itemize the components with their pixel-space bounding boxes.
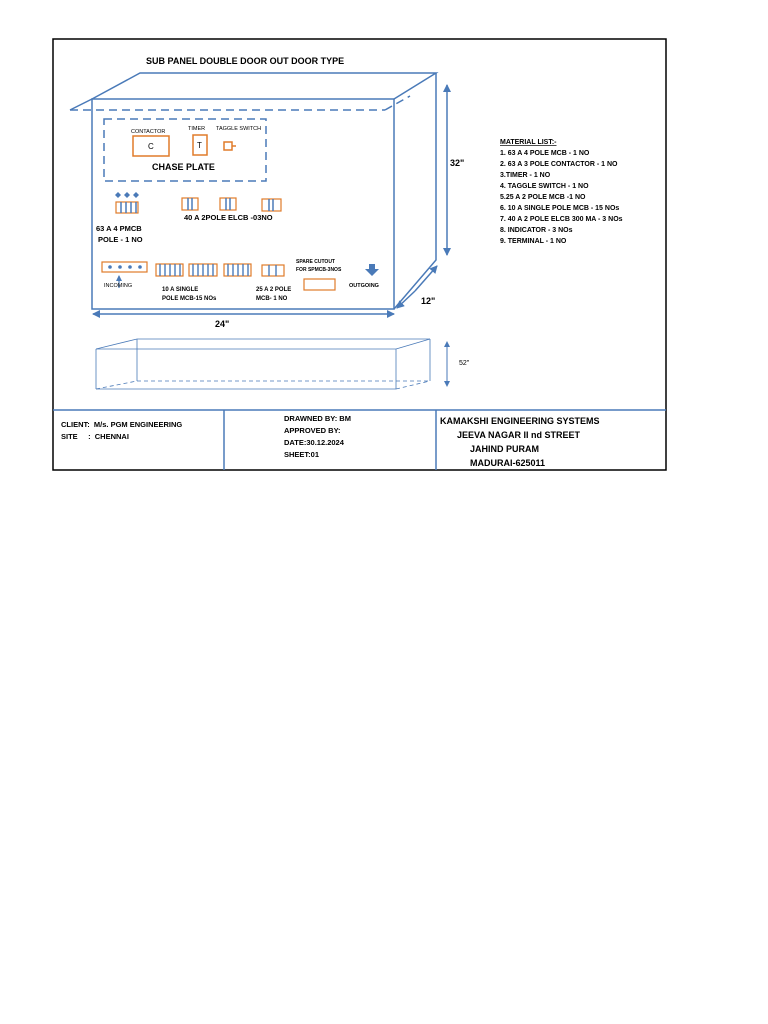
mcb-25a-label-2: MCB- 1 NO: [256, 296, 288, 302]
material-list-item: 2. 63 A 3 POLE CONTACTOR - 1 NO: [500, 161, 618, 168]
material-list-item: 7. 40 A 2 POLE ELCB 300 MA - 3 NOs: [500, 216, 623, 223]
material-list-heading: MATERIAL LIST:-: [500, 139, 557, 146]
timer-symbol: T: [197, 141, 202, 150]
drawn-by: DRAWNED BY: BM: [284, 414, 351, 423]
single-pole-mcb-banks: [156, 264, 251, 276]
material-list-item: 3.TIMER - 1 NO: [500, 172, 551, 179]
company-address-2: JAHIND PURAM: [470, 444, 540, 454]
material-list-item: 5.25 A 2 POLE MCB -1 NO: [500, 194, 586, 201]
stand-height-dimension: 52": [459, 360, 470, 367]
indicator-lamps: [115, 192, 139, 198]
toggle-switch-icon: [224, 142, 236, 150]
width-dimension: 24": [215, 319, 230, 329]
height-dimension: 32": [450, 158, 465, 168]
spare-cutout-box: [304, 279, 335, 290]
stand-base-dashes: [96, 381, 430, 389]
material-list-item: 6. 10 A SINGLE POLE MCB - 15 NOs: [500, 205, 620, 212]
approved-by: APPROVED BY:: [284, 426, 341, 435]
company-name: KAMAKSHI ENGINEERING SYSTEMS: [440, 416, 600, 426]
drawing-date: DATE:30.12.2024: [284, 438, 344, 447]
elcb-40a-label: 40 A 2POLE ELCB -03NO: [184, 213, 273, 222]
elcb-40a-icons: [182, 198, 281, 211]
mcb-25a-label-1: 25 A 2 POLE: [256, 287, 292, 293]
material-list-item: 1. 63 A 4 POLE MCB - 1 NO: [500, 150, 590, 157]
spare-cutout-label-1: SPARE CUTOUT: [296, 259, 335, 265]
client-name: CLIENT: M/s. PGM ENGINEERING: [61, 420, 183, 429]
company-address-1: JEEVA NAGAR II nd STREET: [457, 430, 581, 440]
depth-dimension: 12": [421, 296, 436, 306]
material-list-item: 4. TAGGLE SWITCH - 1 NO: [500, 183, 589, 190]
toggle-switch-label: TAGGLE SWITCH: [216, 126, 262, 132]
stand-frame: [96, 339, 430, 389]
single-pole-label-1: 10 A SINGLE: [162, 287, 199, 293]
incoming-terminal-icon: [102, 262, 147, 272]
door-dashes: [70, 96, 410, 110]
contactor-label: CONTACTOR: [131, 129, 166, 135]
outgoing-arrow-icon: [365, 264, 379, 276]
mcb-63a-4pole-icon: [116, 202, 138, 213]
enclosure-box: [70, 73, 436, 309]
timer-label: TIMER: [188, 126, 206, 132]
sheet-frame: [53, 39, 666, 470]
spare-cutout-label-2: FOR SPMCB-3NOS: [296, 267, 342, 273]
material-list-item: 8. INDICATOR - 3 NOs: [500, 227, 573, 234]
material-list-item: 9. TERMINAL - 1 NO: [500, 238, 567, 245]
single-pole-label-2: POLE MCB-15 NOs: [162, 296, 217, 302]
mcb-25a-2pole-icon: [262, 265, 284, 276]
company-address-3: MADURAI-625011: [470, 458, 546, 468]
drawing-title: SUB PANEL DOUBLE DOOR OUT DOOR TYPE: [146, 56, 345, 66]
sheet-number: SHEET:01: [284, 450, 320, 459]
contactor-symbol: C: [148, 142, 154, 151]
chase-plate-label: CHASE PLATE: [152, 162, 215, 172]
incoming-label: INCOMING: [104, 283, 133, 289]
outgoing-label: OUTGOING: [349, 283, 379, 289]
mcb-63a-label-1: 63 A 4 PMCB: [96, 224, 142, 233]
mcb-63a-label-2: POLE - 1 NO: [98, 235, 143, 244]
site-name: SITE : CHENNAI: [61, 432, 129, 441]
